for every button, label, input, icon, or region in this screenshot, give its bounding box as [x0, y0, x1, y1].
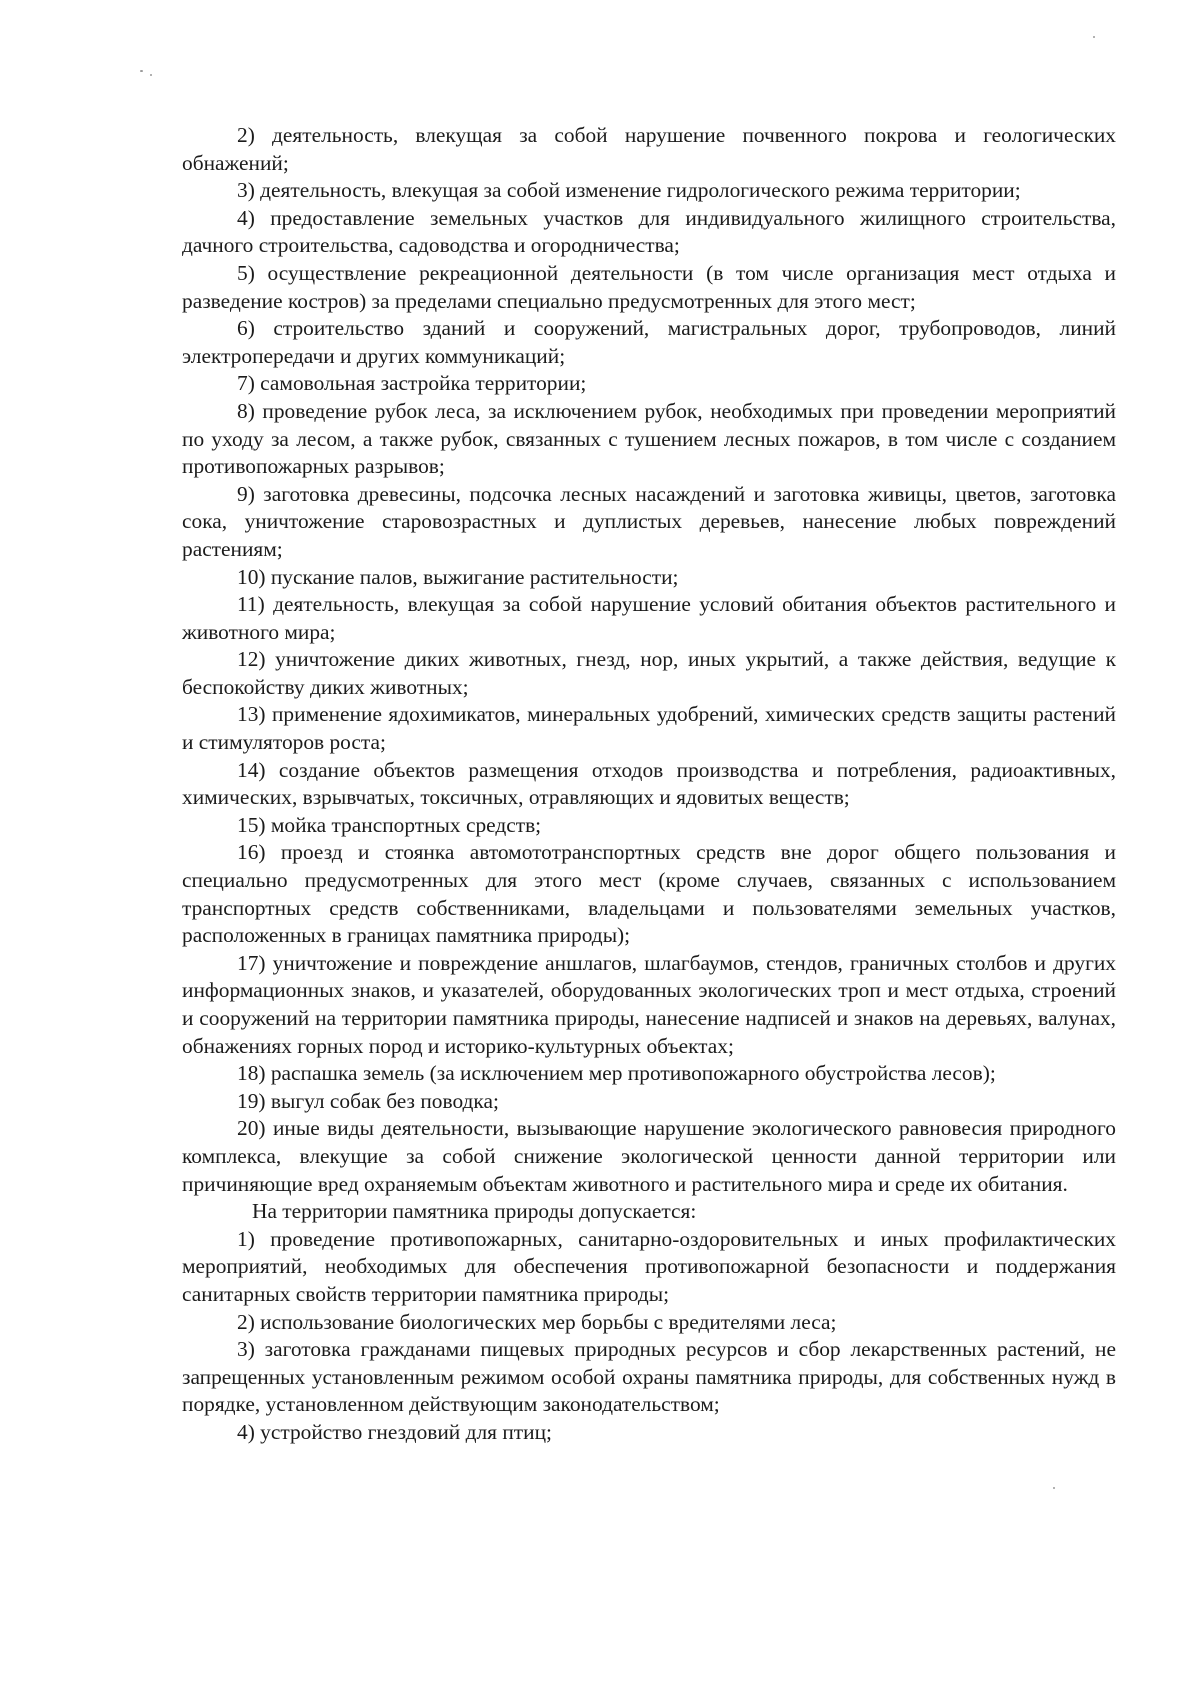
- prohibited-item-4: 4) предоставление земельных участков для индивидуального жилищного строительства, дачного строительства, садоводства и огородничества;: [182, 205, 1116, 258]
- prohibited-item-11: 11) деятельность, влекущая за собой нарушение условий обитания объектов растительного и животного мира;: [182, 592, 1116, 644]
- allowed-intro: На территории памятника природы допускается:: [252, 1199, 697, 1224]
- prohibited-item-12: 12) уничтожение диких животных, гнезд, нор, иных укрытий, а также действия, ведущие к беспокойству диких животных;: [182, 647, 1116, 699]
- prohibited-item-18: 18) распашка земель (за исключением мер противопожарного обустройства лесов);: [237, 1061, 996, 1086]
- prohibited-item-17: 17) уничтожение и повреждение аншлагов, шлагбаумов, стендов, граничных столбов и других информационных знаков, и указателей, оборудованных экологических троп и мест отдыха, строений и сооружений на территории памятника природы, нанесение надписей и знаков на деревьях, валунах, обнажениях горных пород и историко-культурных объектах;: [182, 950, 1116, 1058]
- prohibited-item-5: 5) осуществление рекреационной деятельности (в том числе организация мест отдыха и разведение костров) за пределами специально предусмотренных для этого мест;: [182, 260, 1116, 313]
- allowed-item-1: 1) проведение противопожарных, санитарно-оздоровительных и иных профилактических мероприятий, необходимых для обеспечения противопожарной безопасности и поддержания санитарных свойств территории памятника природы;: [182, 1226, 1116, 1306]
- allowed-item-3: 3) заготовка гражданами пищевых природных ресурсов и сбор лекарственных растений, не запрещенных установленным режимом особой охраны памятника природы, для собственных нужд в порядке, установленном действующим законодательством;: [182, 1337, 1116, 1417]
- prohibited-item-19: 19) выгул собак без поводка;: [237, 1088, 499, 1113]
- scan-speck: [150, 74, 152, 76]
- allowed-item-4: 4) устройство гнездовий для птиц;: [237, 1419, 552, 1444]
- prohibited-item-10: 10) пускание палов, выжигание растительности;: [237, 564, 679, 589]
- document-body: [182, 122, 1116, 1447]
- prohibited-item-3: 3) деятельность, влекущая за собой изменение гидрологического режима территории;: [237, 178, 1021, 203]
- prohibited-item-15: 15) мойка транспортных средств;: [237, 812, 542, 837]
- prohibited-item-6: 6) строительство зданий и сооружений, магистральных дорог, трубопроводов, линий электропередачи и других коммуникаций;: [182, 316, 1116, 368]
- prohibited-item-8: 8) проведение рубок леса, за исключением рубок, необходимых при проведении мероприятий по уходу за лесом, а также рубок, связанных с тушением лесных пожаров, в том числе с созданием противопожарных разрывов;: [182, 398, 1116, 479]
- prohibited-item-13: 13) применение ядохимикатов, минеральных удобрений, химических средств защиты растений и стимуляторов роста;: [182, 702, 1116, 755]
- prohibited-item-9: 9) заготовка древесины, подсочка лесных насаждений и заготовка живицы, цветов, заготовка сока, уничтожение старовозрастных и дуплистых деревьев, нанесение любых повреждений растениям;: [182, 481, 1116, 561]
- prohibited-item-16: 16) проезд и стоянка автомототранспортных средств вне дорог общего пользования и специально предусмотренных для этого мест (кроме случаев, связанных с использованием транспортных средств собственниками, владельцами и пользователями земельных участков, расположенных в границах памятника природы);: [182, 840, 1116, 948]
- prohibited-item-14: 14) создание объектов размещения отходов производства и потребления, радиоактивных, химических, взрывчатых, токсичных, отравляющих и ядовитых веществ;: [182, 757, 1116, 810]
- scan-speck: [140, 70, 143, 72]
- scan-speck: [1093, 36, 1095, 38]
- scan-speck: [1053, 1487, 1055, 1489]
- prohibited-item-7: 7) самовольная застройка территории;: [237, 371, 587, 396]
- prohibited-item-2: 2) деятельность, влекущая за собой нарушение почвенного покрова и геологических обнажений;: [182, 123, 1116, 175]
- prohibited-item-20: 20) иные виды деятельности, вызывающие нарушение экологического равновесия природного комплекса, влекущие за собой снижение экологической ценности данной территории или причиняющие вред охраняемым объектам животного и растительного мира и среде их обитания.: [182, 1116, 1116, 1196]
- allowed-item-2: 2) использование биологических мер борьбы с вредителями леса;: [237, 1309, 837, 1334]
